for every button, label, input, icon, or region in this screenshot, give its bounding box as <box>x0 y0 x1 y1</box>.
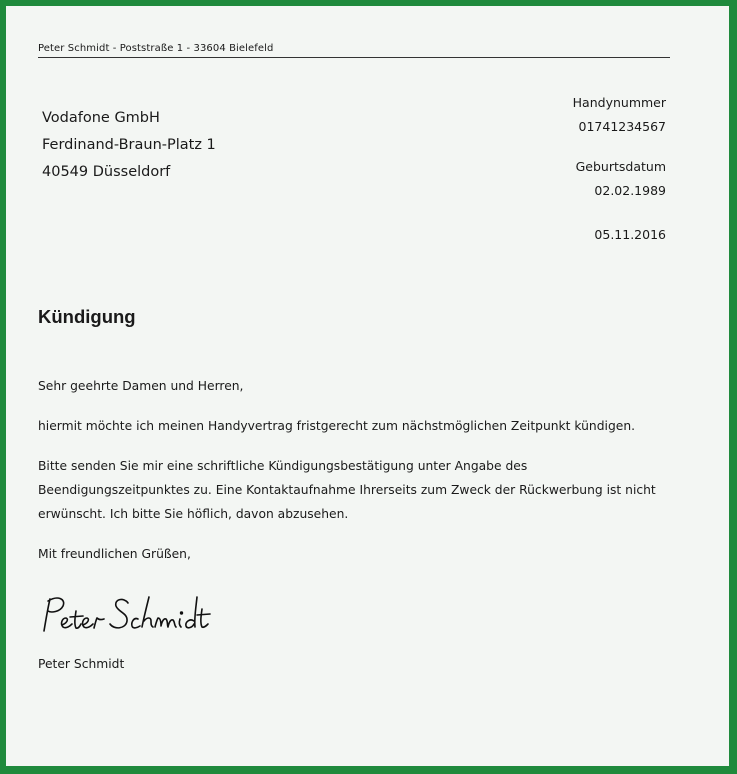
handwritten-signature <box>36 591 226 647</box>
recipient-address <box>42 105 216 186</box>
phone-label: Handynummer <box>572 95 666 110</box>
subject-heading: Kündigung <box>38 306 136 327</box>
recipient-street: Ferdinand-Braun-Platz 1 <box>42 137 216 153</box>
paragraph-2: Bitte senden Sie mir eine schriftliche Kündigungsbestätigung unter Angabe des Beendigungszeitpunktes zu. Eine Kontaktaufnahme Ihrerseits zum Zweck der Rückwerbung ist nicht erwünscht. Ich bitte Sie höflich, davon abzusehen. <box>38 459 656 521</box>
recipient-company: Vodafone GmbH <box>42 110 160 126</box>
letter-page <box>6 6 729 766</box>
recipient-city: 40549 Düsseldorf <box>42 164 171 180</box>
paragraph-1: hiermit möchte ich meinen Handyvertrag fristgerecht zum nächstmöglichen Zeitpunkt kündigen. <box>38 419 636 433</box>
closing: Mit freundlichen Grüßen, <box>38 547 191 561</box>
signer-name: Peter Schmidt <box>38 657 125 671</box>
letter-body <box>38 374 678 582</box>
birth-value: 02.02.1989 <box>594 183 666 198</box>
birth-label: Geburtsdatum <box>575 159 666 174</box>
salutation: Sehr geehrte Damen und Herren, <box>38 379 244 393</box>
letter-date: 05.11.2016 <box>594 227 666 242</box>
phone-value: 01741234567 <box>578 119 666 134</box>
info-block <box>466 91 666 247</box>
sender-address-line: Peter Schmidt - Poststraße 1 - 33604 Bielefeld <box>38 43 670 58</box>
